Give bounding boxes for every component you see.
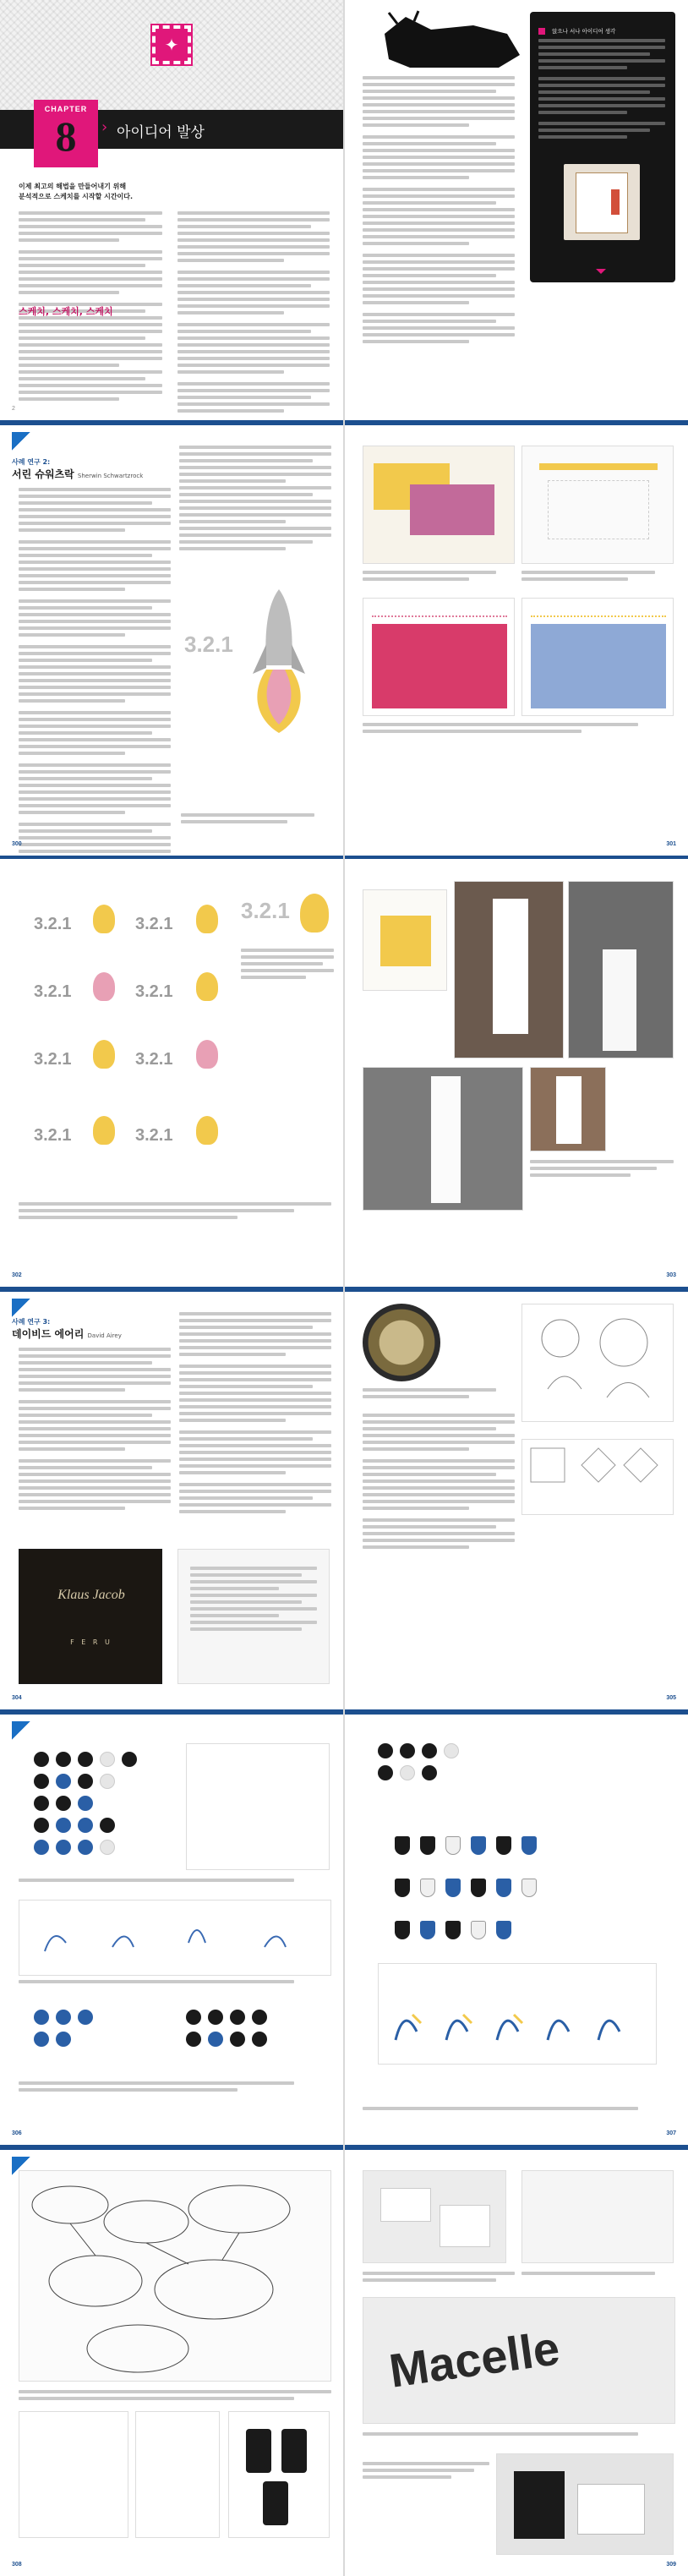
sketchbook-photo <box>177 1549 330 1684</box>
left-page <box>0 0 344 420</box>
case-name-en: Sherwin Schwartzrock <box>77 473 144 479</box>
page-number-right: 303 <box>666 1272 676 1278</box>
print-mockups <box>496 2453 674 2555</box>
caption-right-1 <box>363 571 515 584</box>
logo-circle <box>400 1765 415 1780</box>
logo-shield <box>420 1921 435 1939</box>
caption-bottom-right <box>363 2107 675 2114</box>
spread-sketches-mockups <box>0 2145 688 2576</box>
sidebar-tag <box>538 22 665 35</box>
paper-mockup <box>521 2170 674 2263</box>
logo-circle <box>378 1765 393 1780</box>
logo-shield <box>445 1836 461 1855</box>
rocket-variant-8: 3.2.1 <box>135 1126 173 1145</box>
body-text-left <box>19 1348 171 1513</box>
rocket-flame-4 <box>196 972 218 1001</box>
logo-shield <box>445 1921 461 1939</box>
logo-circle <box>100 1818 115 1833</box>
logo-shield <box>471 1836 486 1855</box>
emblem-seal <box>363 1304 440 1381</box>
page-number-right: 305 <box>666 1695 676 1701</box>
body-text-left <box>19 488 171 856</box>
caption-print <box>363 2462 489 2482</box>
case-label: 사례 연구 2: <box>12 458 51 466</box>
caption-logotype <box>363 2432 675 2439</box>
bookmark-mockup-1 <box>363 446 515 564</box>
logo-shield <box>496 1921 511 1939</box>
case-title <box>12 1326 189 1341</box>
logo-circle <box>56 2010 71 2025</box>
right-page <box>344 2145 688 2576</box>
page-number-right: 309 <box>666 2562 676 2568</box>
left-page <box>0 1709 344 2145</box>
caption-hands <box>19 1980 331 1987</box>
logo-circle <box>78 1818 93 1833</box>
rocket-flame-7 <box>93 1116 115 1145</box>
logo-circle <box>186 2010 201 2025</box>
rocket-large: 3.2.1 <box>241 898 290 923</box>
logo-circle <box>378 1743 393 1758</box>
phone-mockups <box>228 2411 330 2538</box>
page-number-right: 307 <box>666 2130 676 2136</box>
emblem-sketches <box>521 1304 674 1422</box>
logo-shield <box>471 1879 486 1897</box>
caption-right-2 <box>521 571 674 584</box>
logo-circle <box>34 1818 49 1833</box>
logo-circle <box>34 2032 49 2047</box>
right-page <box>344 1709 688 2145</box>
body-text-column-2 <box>177 211 330 416</box>
logo-shield <box>395 1836 410 1855</box>
lead-line-2: 분석적으로 스케치를 시작할 시간이다. <box>19 193 134 200</box>
stationery-mockup <box>363 2170 506 2263</box>
logo-shield <box>420 1879 435 1897</box>
case-name: 데이비드 에어리 <box>12 1328 85 1340</box>
caption-brainstorm <box>19 2390 331 2404</box>
chapter-title: 아이디어 발상 <box>117 124 205 141</box>
logo-circle <box>78 1752 93 1767</box>
case-title <box>12 467 189 481</box>
case-heading <box>12 1317 189 1341</box>
logo-circle <box>230 2032 245 2047</box>
colorful-hands-sketch <box>378 1963 657 2065</box>
rocket-variant-7: 3.2.1 <box>34 1126 72 1145</box>
page-fold <box>343 420 345 856</box>
logo-shield <box>420 1836 435 1855</box>
logo-shield <box>496 1879 511 1897</box>
logo-shield <box>395 1921 410 1939</box>
logo-shield <box>471 1921 486 1939</box>
logo-circle <box>422 1743 437 1758</box>
page-number-left: 304 <box>12 1695 22 1701</box>
caption-left-bottom <box>19 1202 331 1222</box>
chapter-number: 8 <box>55 112 77 160</box>
logo-shield <box>445 1879 461 1897</box>
chevron-down-icon <box>596 269 606 274</box>
rocket-flame-2 <box>196 905 218 933</box>
page-number-right: 301 <box>666 841 676 847</box>
sketch-flow <box>19 2411 128 2538</box>
body-text-right <box>363 1414 515 1552</box>
logo-circle <box>34 1840 49 1855</box>
caption-stationery <box>363 2272 515 2285</box>
logo-circle <box>78 1774 93 1789</box>
section-subhead: 스케치, 스케치, 스케치 <box>19 306 113 317</box>
logo-circle <box>100 1840 115 1855</box>
right-page <box>344 856 688 1287</box>
logo-circle <box>56 1840 71 1855</box>
macelle-word: Macelle <box>385 2321 563 2398</box>
bookmark-mockup-3 <box>363 598 515 716</box>
chapter-word: CHAPTER <box>44 105 88 113</box>
right-page <box>344 1287 688 1709</box>
hand-drawn-hands <box>19 1900 331 1976</box>
bookmark-mockup-2 <box>521 446 674 564</box>
rocket-logo-text: 3.2.1 <box>184 632 233 657</box>
logo-circle <box>34 1752 49 1767</box>
logo-circle <box>186 2032 201 2047</box>
logo-circle <box>78 1840 93 1855</box>
left-page <box>0 856 344 1287</box>
case-label: 사례 연구 3: <box>12 1318 51 1326</box>
rocket-flame-1 <box>93 905 115 933</box>
logo-shield <box>496 1836 511 1855</box>
rocket-variant-3: 3.2.1 <box>34 982 72 1001</box>
right-page <box>344 420 688 856</box>
notebook-photo <box>564 164 640 240</box>
case-name-en: David Airey <box>87 1332 122 1339</box>
rocket-flame-large <box>300 894 329 933</box>
rocket-variant-1: 3.2.1 <box>34 915 72 933</box>
logo-circle <box>422 1765 437 1780</box>
logo-sub-text: F E R U <box>70 1638 112 1646</box>
spread-case-study-3 <box>0 1287 688 1709</box>
body-text-column-1b <box>19 323 162 404</box>
star-icon: ✦ <box>164 35 179 55</box>
page-fold <box>343 1709 345 2145</box>
page-fold <box>343 856 345 1287</box>
rocket-variant-4: 3.2.1 <box>135 982 173 1001</box>
caption-right-3 <box>363 723 675 736</box>
spread-chapter-opener <box>0 0 688 420</box>
logo-circle <box>78 1796 93 1811</box>
logo-shield <box>395 1879 410 1897</box>
logo-circle <box>230 2010 245 2025</box>
rocket-icon <box>241 585 317 737</box>
body-text-left-col2 <box>179 1312 331 1517</box>
spread-case-study-2 <box>0 420 688 856</box>
caption-right-photos <box>530 1160 674 1180</box>
page-number-left: 306 <box>12 2130 22 2136</box>
logo-circle <box>56 1752 71 1767</box>
logo-circle <box>34 1796 49 1811</box>
page-fold <box>343 2145 345 2576</box>
sidebar-box <box>530 12 675 282</box>
caption-paper <box>521 2272 674 2278</box>
sidebar-text <box>538 39 665 142</box>
logo-script-text: Klaus Jacob <box>57 1588 125 1602</box>
hand-sketch-area <box>186 1743 330 1870</box>
left-page <box>0 2145 344 2576</box>
brainstorm-sketch <box>19 2170 331 2382</box>
rocket-flame-6 <box>196 1040 218 1069</box>
logo-circle <box>34 1774 49 1789</box>
lead-paragraph <box>19 182 162 202</box>
bull-illustration <box>380 8 524 74</box>
page-number-left: 300 <box>12 841 22 847</box>
spread-rocket-variations <box>0 856 688 1287</box>
photo-bookmark-hand <box>454 881 564 1058</box>
caption-logos <box>19 1879 331 1885</box>
logo-circle <box>34 2010 49 2025</box>
macelle-logotype-photo <box>363 2297 675 2424</box>
page-number-left: 302 <box>12 1272 22 1278</box>
lead-line-1: 이제 최고의 해법을 만들어내기 위해 <box>19 183 127 190</box>
rocket-flame-8 <box>196 1116 218 1145</box>
logo-circle <box>252 2010 267 2025</box>
sidebar-tag-text: 앉으나 서나 아이디어 생각 <box>552 28 616 35</box>
photo-bookmark-rack <box>568 881 674 1058</box>
caption-rocket <box>241 949 334 982</box>
left-page <box>0 420 344 856</box>
logo-circle <box>56 2032 71 2047</box>
page-footer: 2 <box>12 406 15 412</box>
left-page <box>0 1287 344 1709</box>
logo-circle <box>78 2010 93 2025</box>
caption-bottom-left <box>19 2081 331 2095</box>
tag-marker <box>538 28 545 35</box>
body-text-right-1 <box>363 76 515 347</box>
rocket-variant-2: 3.2.1 <box>135 915 173 933</box>
logo-circle <box>56 1818 71 1833</box>
page-number-left: 308 <box>12 2562 22 2568</box>
logo-shield <box>521 1836 537 1855</box>
sketch-arrows <box>135 2411 220 2538</box>
logo-circle <box>56 1774 71 1789</box>
logo-shield <box>521 1879 537 1897</box>
pattern-sketches <box>521 1439 674 1515</box>
rocket-flame-3 <box>93 972 115 1001</box>
photo-bookmark-yellow <box>363 889 447 991</box>
chapter-block <box>34 100 98 167</box>
photo-hand-holding-bookmark <box>363 1067 523 1211</box>
postage-stamp <box>152 25 191 64</box>
logo-circle <box>100 1774 115 1789</box>
page-fold <box>343 1287 345 1709</box>
caption-emblem <box>363 1388 515 1402</box>
logo-circle <box>444 1743 459 1758</box>
logo-circle <box>208 2032 223 2047</box>
image-caption <box>181 813 333 827</box>
logo-circle <box>122 1752 137 1767</box>
logo-circle <box>100 1752 115 1767</box>
logo-circle <box>400 1743 415 1758</box>
spread-logo-explorations <box>0 1709 688 2145</box>
logo-circle <box>56 1796 71 1811</box>
rocket-flame-5 <box>93 1040 115 1069</box>
rocket-variant-5: 3.2.1 <box>34 1050 72 1069</box>
logo-circle <box>252 2032 267 2047</box>
rocket-variant-6: 3.2.1 <box>135 1050 173 1069</box>
bookmark-mockup-4 <box>521 598 674 716</box>
body-text-left-col2 <box>179 446 331 554</box>
logo-card-dark <box>19 1549 162 1684</box>
arrow-right-icon: › <box>101 118 108 136</box>
case-name: 서린 슈워츠락 <box>12 468 74 480</box>
logo-circle <box>208 2010 223 2025</box>
photo-bookmark-detail <box>530 1067 606 1151</box>
case-heading <box>12 457 189 481</box>
page-fold <box>343 0 345 420</box>
